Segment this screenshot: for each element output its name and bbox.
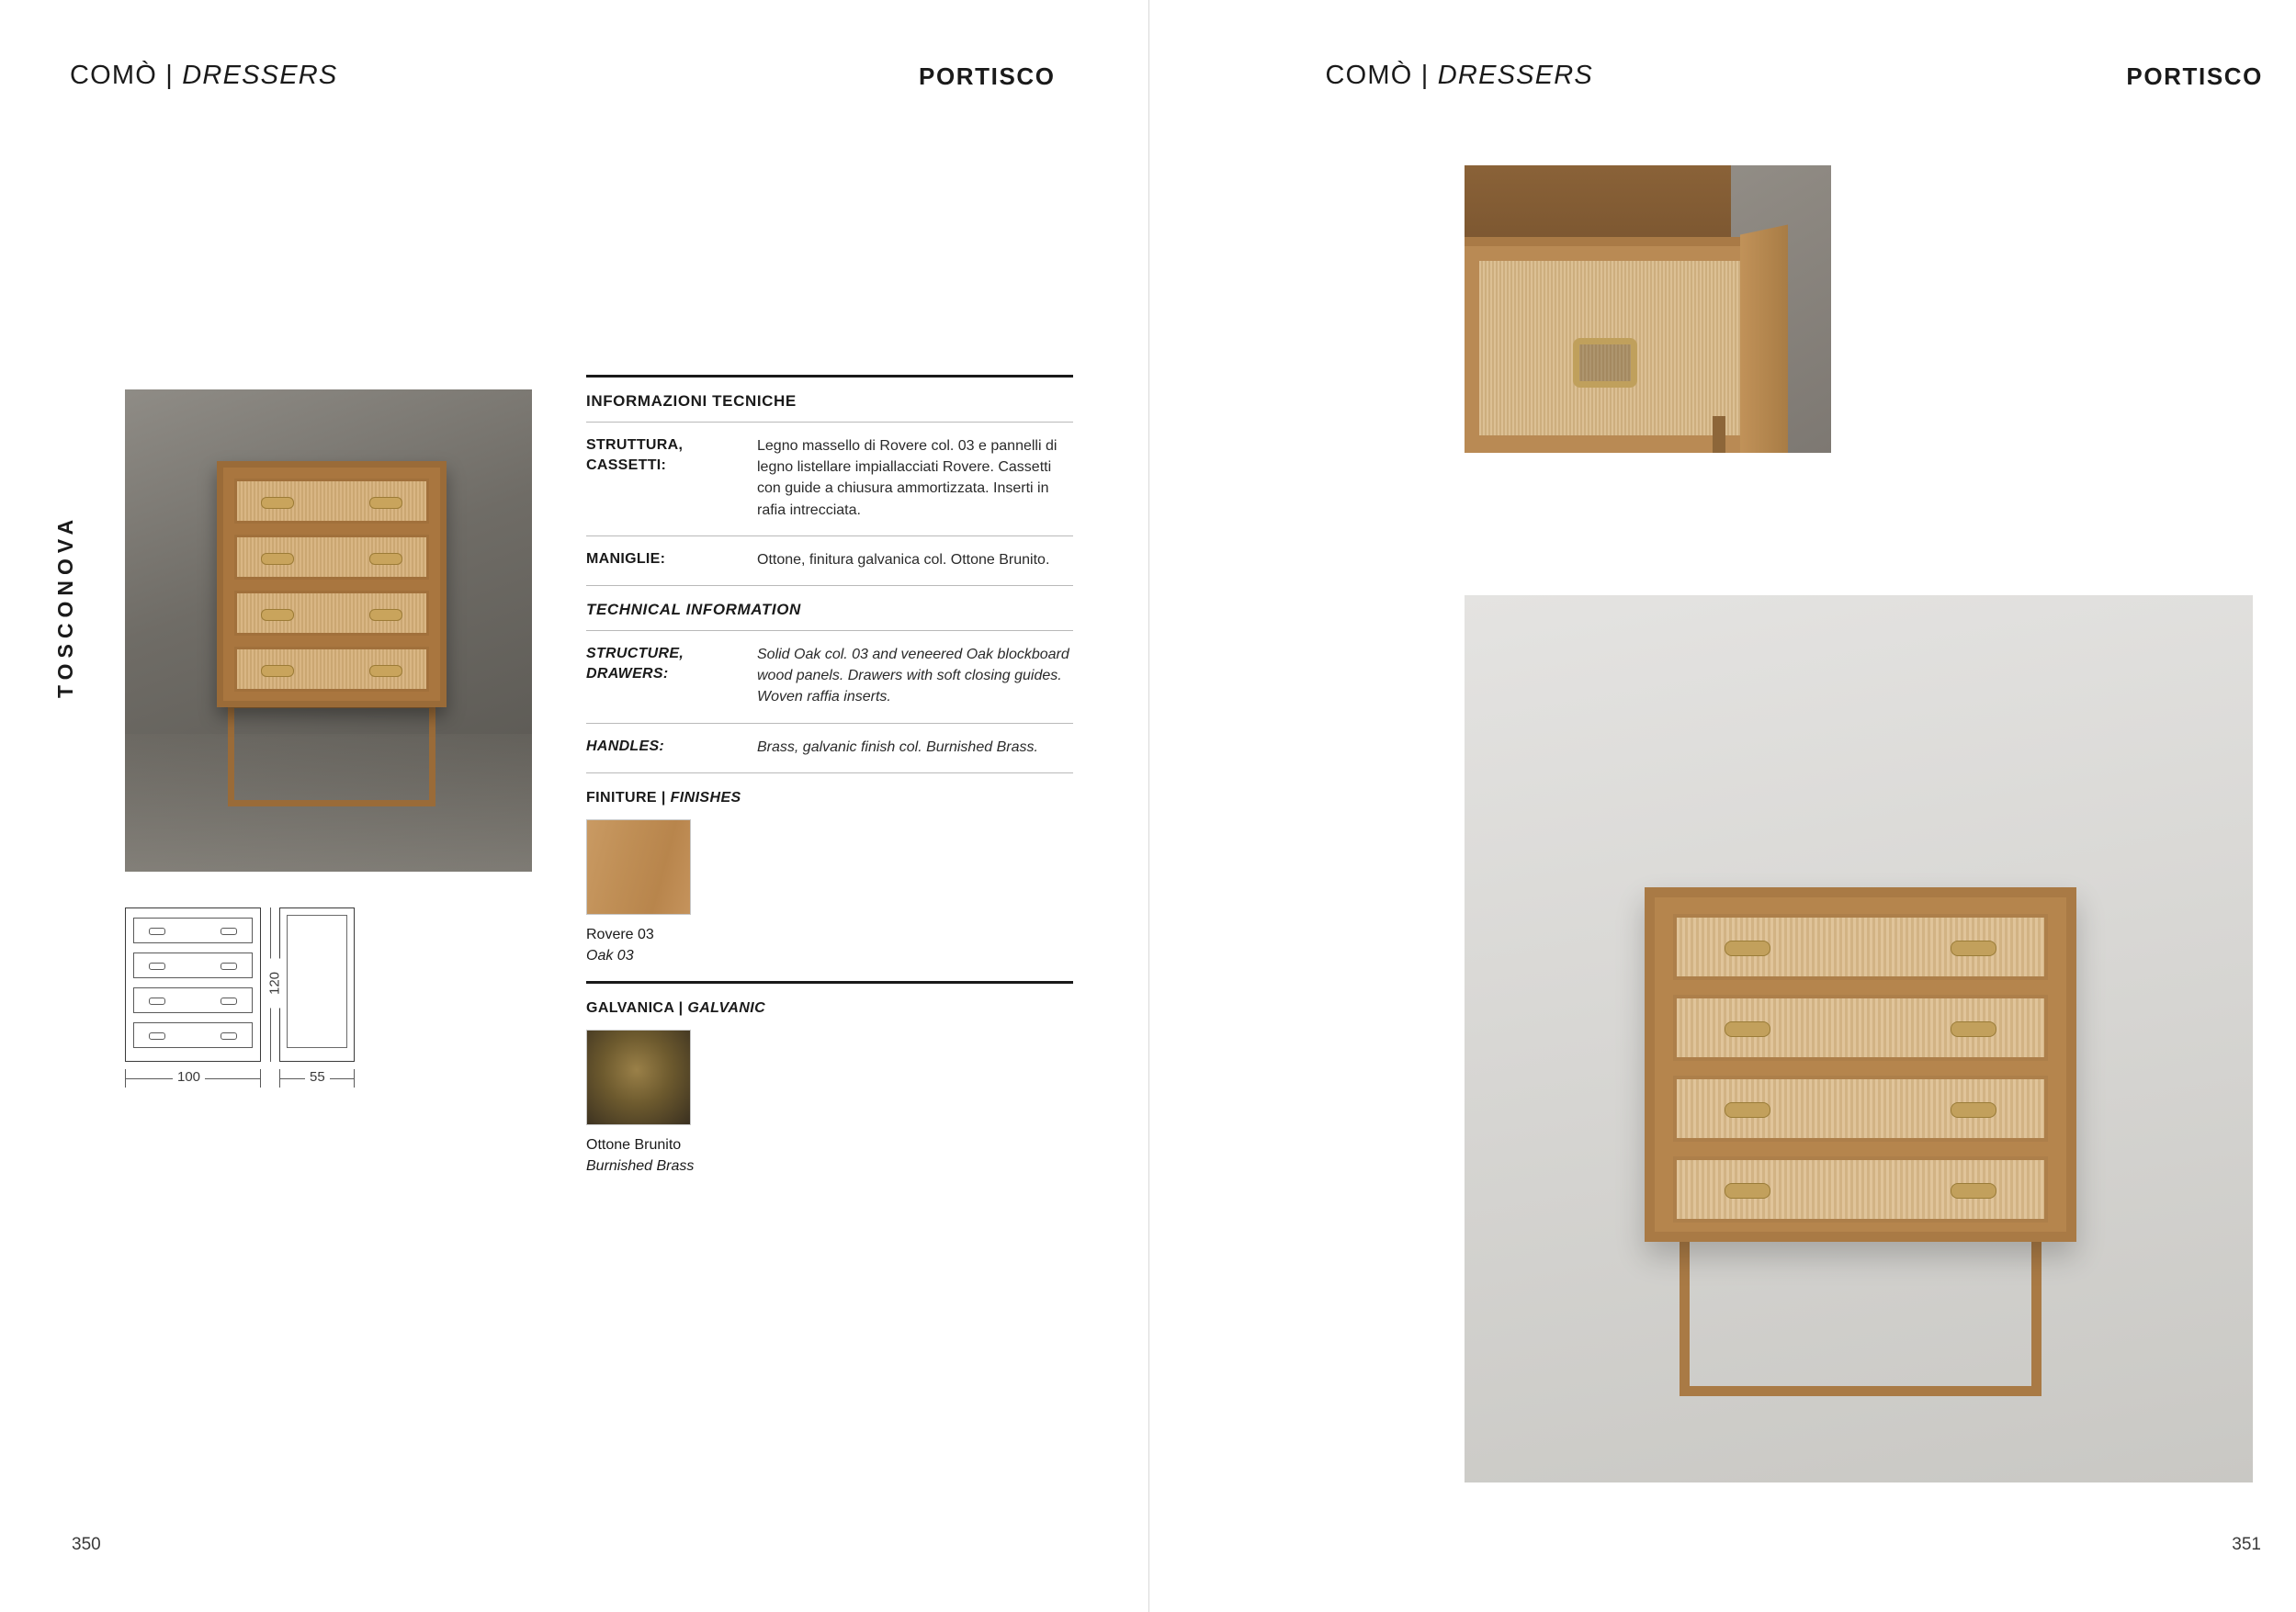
drawing-handle-left-icon <box>149 1032 165 1040</box>
right-header-separator: | <box>1420 61 1430 90</box>
dim-width-tick-right <box>260 1069 261 1088</box>
galvanic-swatch-name-it: Ottone Brunito <box>586 1137 682 1154</box>
drawer-handle-left-icon <box>1725 941 1770 956</box>
spec-key-handles-it <box>586 549 757 570</box>
drawer-handle-left-icon <box>261 609 294 621</box>
drawing-handle-right-icon <box>221 1032 237 1040</box>
spec-key-line1: STRUTTURA, <box>586 437 684 453</box>
spec-title-en: TECHNICAL INFORMATION <box>586 600 801 618</box>
left-page-folio: 350 <box>72 1535 101 1554</box>
dim-depth-label: 55 <box>305 1069 330 1085</box>
spec-key-line2: CASSETTI: <box>586 457 667 474</box>
left-header-category-it: COMÒ <box>70 61 158 90</box>
brand-vertical-label: TOSCONOVA <box>53 513 77 698</box>
dresser-body-large <box>1645 887 2076 1242</box>
drawer-handle-right-icon <box>1951 1183 1996 1199</box>
drawing-handle-right-icon <box>221 998 237 1005</box>
drawing-handle-left-icon <box>149 963 165 970</box>
finish-swatch-name-it: Rovere 03 <box>586 926 654 942</box>
spec-title-it: INFORMAZIONI TECNICHE <box>586 392 797 410</box>
drawer-handle-left-icon <box>1725 1102 1770 1118</box>
detail-leg <box>1713 416 1725 453</box>
galvanic-heading <box>586 984 1073 1030</box>
drawer-handle-left-icon <box>1725 1021 1770 1037</box>
drawing-handle-left-icon <box>149 928 165 935</box>
drawer-handle-left-icon <box>261 497 294 509</box>
spec-key-line1: HANDLES: <box>586 738 665 754</box>
spec-key-structure-en <box>586 644 757 708</box>
drawer-handle-right-icon <box>369 609 402 621</box>
drawer-handle-left-icon <box>1725 1183 1770 1199</box>
right-page-header <box>1149 57 2296 94</box>
dim-width-label: 100 <box>173 1069 205 1085</box>
drawer-handle-right-icon <box>369 553 402 565</box>
drawer-handle-left-icon <box>261 665 294 677</box>
left-page-header <box>0 57 1148 94</box>
dresser-drawer-large-2 <box>1673 995 2048 1061</box>
spec-key-handles-en <box>586 737 757 758</box>
dresser-drawer-large-1 <box>1673 914 2048 980</box>
right-header-category-en: DRESSERS <box>1437 61 1593 90</box>
spec-row-structure-en <box>586 631 1073 723</box>
drawing-drawer-2 <box>133 953 253 978</box>
right-header-category-it: COMÒ <box>1325 61 1413 90</box>
finishes-heading-en: FINISHES <box>670 789 741 806</box>
detail-brass-handle-icon <box>1573 338 1637 388</box>
product-photo-full-dresser <box>1465 595 2253 1482</box>
spec-key-structure-it <box>586 435 757 521</box>
spec-value-handles-it: Ottone, finitura galvanica col. Ottone Brunito. <box>757 551 1050 568</box>
drawing-handle-right-icon <box>221 928 237 935</box>
left-header-category <box>70 61 337 91</box>
finishes-heading-sep: | <box>661 789 666 806</box>
spec-value-structure-it: Legno massello di Rovere col. 03 e pannelli di legno listellare impiallacciati Rovere. Cassetti con guide a chiusura ammortizzata. Inserti in rafia intrecciata. <box>757 438 1058 518</box>
right-header-category <box>1326 61 1593 91</box>
dresser-legs-large <box>1680 1242 2042 1396</box>
drawer-handle-right-icon <box>1951 1102 1996 1118</box>
technical-drawing <box>125 907 401 1105</box>
specification-column <box>586 375 1073 1177</box>
drawer-handle-right-icon <box>1951 1021 1996 1037</box>
galvanic-heading-sep: | <box>678 1000 684 1017</box>
product-photo-drawer-detail <box>1465 165 1831 453</box>
dresser-drawer-2 <box>234 535 429 580</box>
galvanic-swatch-burnished-brass <box>586 1030 691 1125</box>
product-photo-front <box>125 389 532 872</box>
finish-swatch-caption <box>586 915 1073 966</box>
left-header-category-en: DRESSERS <box>182 61 338 90</box>
dresser-body <box>217 461 447 707</box>
galvanic-swatch-caption <box>586 1125 1073 1177</box>
spec-value-handles-en: Brass, galvanic finish col. Burnished Brass. <box>757 738 1038 755</box>
drawer-handle-right-icon <box>1951 941 1996 956</box>
dresser-drawer-large-4 <box>1673 1156 2048 1223</box>
spec-row-structure-it <box>586 423 1073 535</box>
galvanic-heading-en: GALVANIC <box>687 1000 766 1017</box>
drawer-handle-right-icon <box>369 665 402 677</box>
spec-key-line1: MANIGLIE: <box>586 550 666 567</box>
drawing-handle-left-icon <box>149 998 165 1005</box>
drawer-handle-left-icon <box>261 553 294 565</box>
dresser-drawer-4 <box>234 647 429 692</box>
dim-width-tick-left <box>125 1069 126 1088</box>
spec-row-handles-en <box>586 724 1073 772</box>
dresser-illustration-large <box>1645 887 2076 1402</box>
spec-key-line1: STRUCTURE, <box>586 645 684 661</box>
side-view-inner <box>287 915 347 1048</box>
dim-depth-tick-right <box>354 1069 355 1088</box>
spec-key-line2: DRAWERS: <box>586 666 669 682</box>
finish-swatch-oak-03 <box>586 819 691 915</box>
detail-open-drawer-edge <box>1740 224 1788 453</box>
technical-drawing-front-view <box>125 907 261 1062</box>
galvanic-swatch-name-en: Burnished Brass <box>586 1158 695 1175</box>
technical-drawing-side-view <box>279 907 355 1062</box>
drawing-drawer-3 <box>133 987 253 1013</box>
finish-swatch-name-en: Oak 03 <box>586 947 634 964</box>
dim-height-label: 120 <box>267 959 283 1009</box>
dresser-legs <box>228 707 435 806</box>
drawer-handle-right-icon <box>369 497 402 509</box>
left-header-separator: | <box>165 61 175 90</box>
dresser-drawer-3 <box>234 591 429 636</box>
spec-value-structure-en: Solid Oak col. 03 and veneered Oak blockboard wood panels. Drawers with soft closing guides. Woven raffia inserts. <box>757 646 1069 705</box>
right-header-collection: PORTISCO <box>2126 62 2263 90</box>
right-page-folio: 351 <box>2232 1535 2261 1554</box>
dresser-drawer-large-3 <box>1673 1076 2048 1142</box>
dresser-drawer-1 <box>234 479 429 524</box>
finishes-heading <box>586 773 1073 819</box>
finishes-heading-it: FINITURE <box>586 789 657 806</box>
galvanic-heading-it: GALVANICA <box>586 1000 674 1017</box>
dim-depth-tick-left <box>279 1069 280 1088</box>
left-header-collection: PORTISCO <box>919 62 1056 90</box>
dresser-illustration <box>197 461 463 810</box>
drawing-drawer-1 <box>133 918 253 943</box>
spec-row-handles-it <box>586 536 1073 585</box>
drawing-handle-right-icon <box>221 963 237 970</box>
drawing-drawer-4 <box>133 1022 253 1048</box>
